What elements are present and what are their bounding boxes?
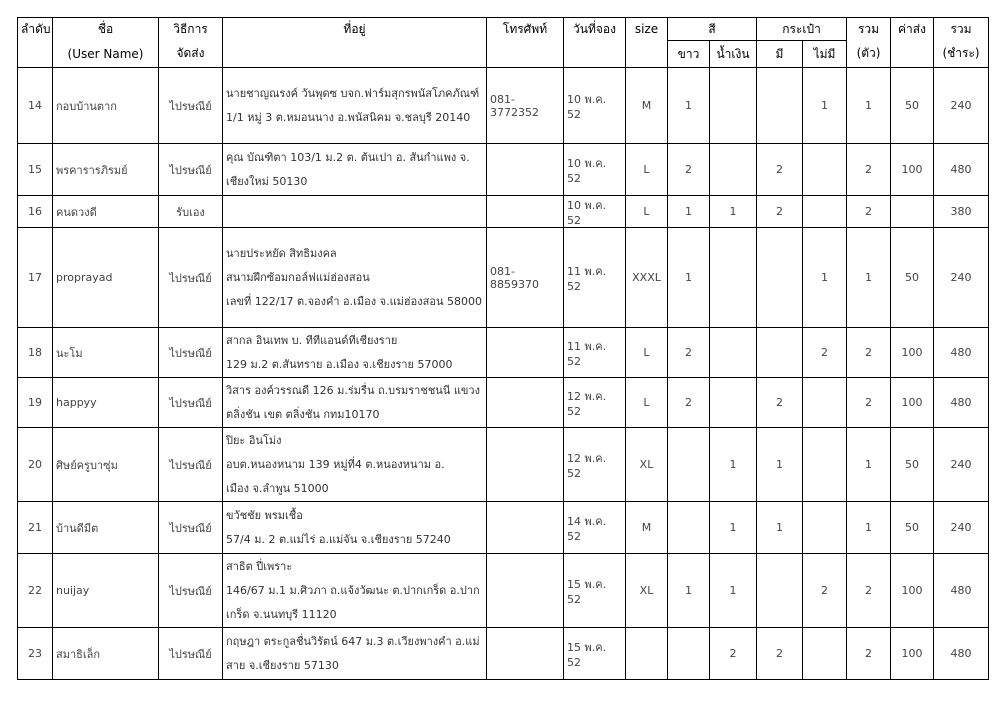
cell-no: 19 [18, 378, 53, 428]
cell-bag-no [803, 378, 847, 428]
cell-bag-no [803, 628, 847, 680]
header-address-sub [223, 41, 487, 68]
cell-sum: 240 [934, 502, 989, 554]
cell-phone [487, 196, 564, 228]
header-color-blue: น้ำเงิน [710, 41, 757, 68]
address-line: วิสาร องค์วรรณดี 126 ม.ร่มรื่น ถ.บรมราชชนนี แขวง [226, 383, 480, 397]
cell-date: 12 พ.ค. 52 [564, 428, 626, 502]
cell-size: L [626, 378, 668, 428]
cell-sum: 480 [934, 328, 989, 378]
cell-bag-yes: 2 [757, 378, 803, 428]
cell-address [223, 428, 487, 502]
header-color: สี [668, 18, 757, 41]
cell-size: M [626, 502, 668, 554]
cell-total: 2 [847, 328, 891, 378]
cell-address [223, 628, 487, 680]
cell-address [223, 502, 487, 554]
cell-sum: 480 [934, 554, 989, 628]
cell-size: L [626, 328, 668, 378]
header-bag: กระเป๋า [757, 18, 847, 41]
header-shipping-sub [891, 41, 934, 68]
cell-phone [487, 328, 564, 378]
cell-color-white: 1 [668, 228, 710, 328]
address-line: เกร็ด จ.นนทบุรี 11120 [226, 607, 337, 621]
cell-phone [487, 628, 564, 680]
cell-no: 16 [18, 196, 53, 228]
header-method: วิธีการ [159, 18, 223, 41]
address-line: ตลิ่งชัน เขต ตลิ่งชัน กทม10170 [226, 407, 380, 421]
cell-bag-yes: 2 [757, 144, 803, 196]
cell-sum: 380 [934, 196, 989, 228]
cell-sum: 480 [934, 628, 989, 680]
cell-method: ไปรษณีย์ [159, 628, 223, 680]
cell-size: XL [626, 554, 668, 628]
cell-no: 17 [18, 228, 53, 328]
cell-method: ไปรษณีย์ [159, 378, 223, 428]
cell-total: 1 [847, 68, 891, 144]
address-line: นายชาญณรงค์ วันพุดซ บจก.ฟาร์มสุกรพนัสโภคภัณฑ์ [226, 86, 480, 100]
address-line: 1/1 หมู่ 3 ต.หมอนนาง อ.พนัสนิคม จ.ชลบุรี 20140 [226, 110, 471, 124]
cell-shipping: 50 [891, 228, 934, 328]
cell-total: 1 [847, 228, 891, 328]
cell-bag-no [803, 428, 847, 502]
address-line: สาย จ.เชียงราย 57130 [226, 658, 339, 672]
cell-name: คนดวงดี [53, 196, 159, 228]
table-row [18, 144, 989, 196]
cell-total: 2 [847, 196, 891, 228]
address-line: คุณ บัณฑิตา 103/1 ม.2 ต. ต้นเปา อ. สันกำแพง จ. [226, 150, 470, 164]
cell-name: บ้านดีมีต [53, 502, 159, 554]
cell-phone [487, 554, 564, 628]
cell-method: รับเอง [159, 196, 223, 228]
cell-phone [487, 428, 564, 502]
table-row [18, 554, 989, 628]
cell-method: ไปรษณีย์ [159, 328, 223, 378]
cell-shipping [891, 196, 934, 228]
cell-shipping: 100 [891, 144, 934, 196]
cell-bag-yes: 2 [757, 196, 803, 228]
cell-color-white [668, 628, 710, 680]
cell-bag-yes [757, 554, 803, 628]
cell-phone [487, 144, 564, 196]
cell-date: 10 พ.ค. 52 [564, 68, 626, 144]
cell-size: XXXL [626, 228, 668, 328]
cell-bag-yes [757, 328, 803, 378]
header-address: ที่อยู่ [223, 18, 487, 41]
cell-size [626, 628, 668, 680]
cell-method: ไปรษณีย์ [159, 228, 223, 328]
cell-no: 14 [18, 68, 53, 144]
cell-sum: 240 [934, 428, 989, 502]
cell-address [223, 378, 487, 428]
cell-address [223, 68, 487, 144]
cell-phone: 081-3772352 [487, 68, 564, 144]
cell-phone [487, 378, 564, 428]
cell-sum: 240 [934, 228, 989, 328]
header-phone: โทรศัพท์ [487, 18, 564, 41]
address-line: ขวัชชัย พรมเชื้อ [226, 508, 303, 522]
cell-address [223, 328, 487, 378]
header-name: ชื่อ [53, 18, 159, 41]
cell-color-blue [710, 144, 757, 196]
cell-no: 18 [18, 328, 53, 378]
cell-color-blue: 2 [710, 628, 757, 680]
cell-color-white [668, 502, 710, 554]
cell-shipping: 100 [891, 378, 934, 428]
cell-method: ไปรษณีย์ [159, 144, 223, 196]
cell-color-blue: 1 [710, 196, 757, 228]
cell-color-blue [710, 228, 757, 328]
address-line: สาธิต ปี่เพราะ [226, 559, 293, 573]
cell-color-white: 2 [668, 378, 710, 428]
cell-total: 1 [847, 428, 891, 502]
cell-bag-yes [757, 228, 803, 328]
cell-bag-no: 1 [803, 228, 847, 328]
header-sum: รวม [934, 18, 989, 41]
cell-name: nuijay [53, 554, 159, 628]
cell-size: L [626, 144, 668, 196]
cell-shipping: 100 [891, 328, 934, 378]
cell-date: 15 พ.ค. 52 [564, 554, 626, 628]
table-row [18, 328, 989, 378]
header-size: size [626, 18, 668, 41]
address-line: เมือง จ.ลำพูน 51000 [226, 481, 329, 495]
cell-bag-yes: 1 [757, 428, 803, 502]
table-row [18, 378, 989, 428]
cell-bag-no [803, 196, 847, 228]
cell-color-blue [710, 68, 757, 144]
cell-shipping: 50 [891, 68, 934, 144]
header-date: วันที่จอง [564, 18, 626, 41]
cell-shipping: 50 [891, 428, 934, 502]
cell-date: 10 พ.ค. 52 [564, 196, 626, 228]
cell-address [223, 228, 487, 328]
cell-color-white [668, 428, 710, 502]
cell-total: 2 [847, 628, 891, 680]
table-row [18, 428, 989, 502]
cell-bag-yes: 2 [757, 628, 803, 680]
cell-color-blue [710, 378, 757, 428]
address-line: 129 ม.2 ต.สันทราย อ.เมือง จ.เชียงราย 57000 [226, 357, 453, 371]
cell-method: ไปรษณีย์ [159, 554, 223, 628]
address-line: ปิยะ อินโม่ง [226, 433, 282, 447]
cell-total: 2 [847, 144, 891, 196]
orders-table [17, 17, 989, 680]
cell-name: ศิษย์ครูบาซุ่ม [53, 428, 159, 502]
cell-no: 20 [18, 428, 53, 502]
cell-name: กอบบ้านตาก [53, 68, 159, 144]
address-line: กฤษฎา ตระกูลชื่นวิรัตน์ 647 ม.3 ต.เวียงพางคำ อ.แม่ [226, 634, 480, 648]
cell-bag-no: 2 [803, 554, 847, 628]
cell-date: 14 พ.ค. 52 [564, 502, 626, 554]
cell-method: ไปรษณีย์ [159, 502, 223, 554]
cell-sum: 480 [934, 144, 989, 196]
cell-bag-no [803, 144, 847, 196]
cell-address [223, 144, 487, 196]
cell-date: 15 พ.ค. 52 [564, 628, 626, 680]
cell-name: นะโม [53, 328, 159, 378]
address-line: อบต.หนองหนาม 139 หมู่ที่4 ต.หนองหนาม อ. [226, 457, 445, 471]
cell-date: 11 พ.ค. 52 [564, 328, 626, 378]
cell-color-blue: 1 [710, 428, 757, 502]
cell-address [223, 196, 487, 228]
cell-shipping: 100 [891, 628, 934, 680]
table-row [18, 196, 989, 228]
header-shipping: ค่าส่ง [891, 18, 934, 41]
cell-method: ไปรษณีย์ [159, 428, 223, 502]
header-color-white: ขาว [668, 41, 710, 68]
address-line: เชียงใหม่ 50130 [226, 174, 308, 188]
address-line: สนามฝึกซ้อมกอล์ฟแม่ฮ่องสอน [226, 270, 370, 284]
cell-color-white: 1 [668, 68, 710, 144]
cell-color-white: 1 [668, 554, 710, 628]
header-name-sub: (User Name) [53, 41, 159, 68]
cell-bag-no: 2 [803, 328, 847, 378]
cell-color-blue: 1 [710, 502, 757, 554]
header-bag-no: ไม่มี [803, 41, 847, 68]
cell-size: L [626, 196, 668, 228]
cell-shipping: 100 [891, 554, 934, 628]
cell-bag-yes [757, 68, 803, 144]
header-size-sub [626, 41, 668, 68]
cell-total: 2 [847, 378, 891, 428]
cell-sum: 240 [934, 68, 989, 144]
cell-no: 23 [18, 628, 53, 680]
header-no-sub [18, 41, 53, 68]
header-total: รวม [847, 18, 891, 41]
cell-color-white: 1 [668, 196, 710, 228]
header-no: ลำดับ [18, 18, 53, 41]
header-sum-sub: (ชำระ) [934, 41, 989, 68]
cell-size: XL [626, 428, 668, 502]
cell-method: ไปรษณีย์ [159, 68, 223, 144]
cell-no: 21 [18, 502, 53, 554]
table-row [18, 628, 989, 680]
cell-name: พรคารารภิรมย์ [53, 144, 159, 196]
address-line: 146/67 ม.1 ม.ศิวภา ถ.แจ้งวัฒนะ ต.ปากเกร็ด อ.ปาก [226, 583, 480, 597]
address-line: 57/4 ม. 2 ต.แม่ไร่ อ.แม่จัน จ.เชียงราย 57240 [226, 532, 451, 546]
cell-bag-yes: 1 [757, 502, 803, 554]
header-method-sub: จัดส่ง [159, 41, 223, 68]
cell-name: proprayad [53, 228, 159, 328]
cell-no: 15 [18, 144, 53, 196]
cell-sum: 480 [934, 378, 989, 428]
cell-total: 2 [847, 554, 891, 628]
cell-name: สมาธิเล็ก [53, 628, 159, 680]
cell-bag-no [803, 502, 847, 554]
header-date-sub [564, 41, 626, 68]
cell-color-white: 2 [668, 144, 710, 196]
address-line: เลขที่ 122/17 ต.จองคำ อ.เมือง จ.แม่ฮ่องสอน 58000 [226, 294, 482, 308]
table-row [18, 502, 989, 554]
cell-size: M [626, 68, 668, 144]
cell-bag-no: 1 [803, 68, 847, 144]
cell-color-white: 2 [668, 328, 710, 378]
table-row [18, 68, 989, 144]
cell-total: 1 [847, 502, 891, 554]
cell-color-blue [710, 328, 757, 378]
table-row [18, 228, 989, 328]
cell-address [223, 554, 487, 628]
cell-no: 22 [18, 554, 53, 628]
header-phone-sub [487, 41, 564, 68]
header-total-sub: (ตัว) [847, 41, 891, 68]
cell-phone [487, 502, 564, 554]
cell-date: 10 พ.ค. 52 [564, 144, 626, 196]
address-line: สากล อินเทพ บ. ทีทีแอนด์ทีเชียงราย [226, 333, 398, 347]
cell-shipping: 50 [891, 502, 934, 554]
cell-date: 12 พ.ค. 52 [564, 378, 626, 428]
cell-date: 11 พ.ค. 52 [564, 228, 626, 328]
cell-color-blue: 1 [710, 554, 757, 628]
header-bag-yes: มี [757, 41, 803, 68]
address-line: นายประหยัด สิทธิมงคล [226, 246, 337, 260]
cell-phone: 081-8859370 [487, 228, 564, 328]
cell-name: happyy [53, 378, 159, 428]
